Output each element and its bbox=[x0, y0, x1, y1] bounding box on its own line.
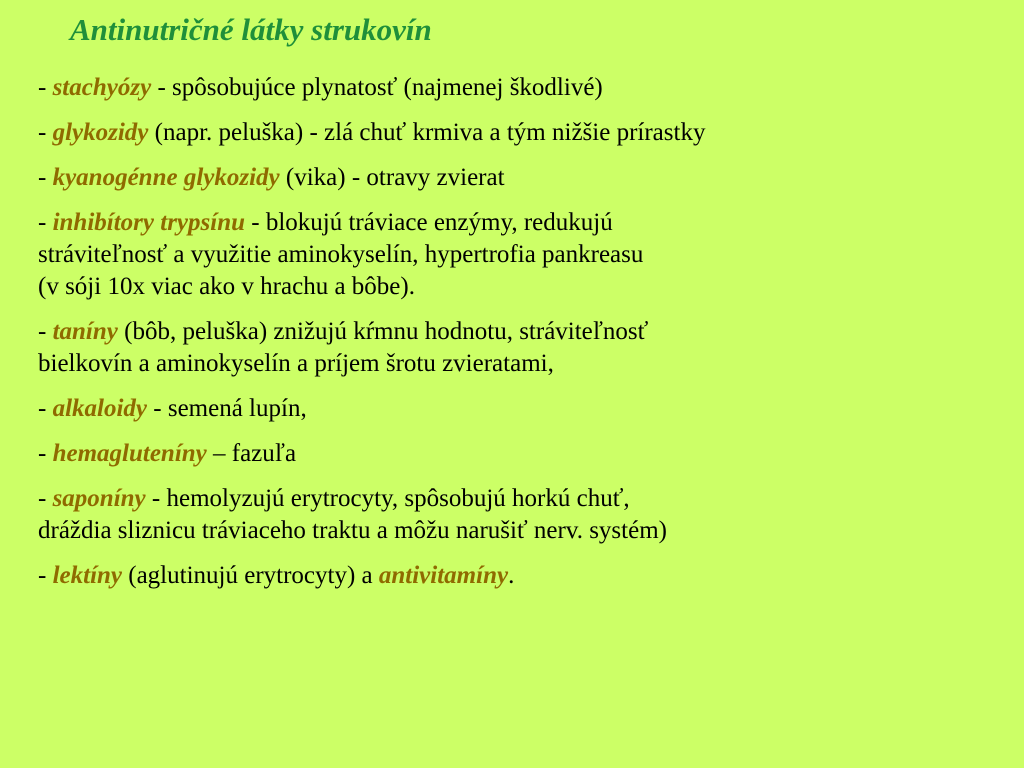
term: kyanogénne glykozidy bbox=[52, 164, 280, 191]
continuation-line: bielkovín a aminokyselín a príjem šrotu zvieratami, bbox=[38, 350, 554, 377]
list-item-stachyozy: - stachyózy - spôsobujúce plynatosť (najmenej škodlivé) bbox=[38, 74, 603, 101]
term: taníny bbox=[52, 318, 118, 345]
continuation-line: stráviteľnosť a využitie aminokyselín, hypertrofia pankreasu bbox=[38, 241, 644, 268]
continuation-line: (v sóji 10x viac ako v hrachu a bôbe). bbox=[38, 273, 415, 300]
continuation-line: dráždia sliznicu tráviaceho traktu a môžu narušiť nerv. systém) bbox=[38, 517, 667, 544]
list-item-lektiny: - lektíny (aglutinujú erytrocyty) a antivitamíny. bbox=[38, 562, 515, 589]
slide-title: Antinutričné látky strukovín bbox=[70, 12, 432, 47]
list-item-kyanogenne-glykozidy: - kyanogénne glykozidy (vika) - otravy zvierat bbox=[38, 164, 505, 191]
list-item-taniny: - taníny (bôb, peluška) znižujú kŕmnu hodnotu, stráviteľnosť bielkovín a aminokyselín a príjem šrotu zvieratami, bbox=[38, 318, 649, 377]
term: saponíny bbox=[52, 485, 146, 512]
term: stachyózy bbox=[52, 74, 152, 101]
term: lektíny bbox=[52, 562, 123, 589]
antinutrient-list bbox=[38, 72, 998, 605]
list-item-inhibitory-trypsinu: - inhibítory trypsínu - blokujú tráviace enzýmy, redukujú stráviteľnosť a využitie aminokyselín, hypertrofia pankreasu (v sóji 10x viac ako v hrachu a bôbe). bbox=[38, 209, 644, 300]
list-item-glykozidy: - glykozidy (napr. peluška) - zlá chuť krmiva a tým nižšie prírastky bbox=[38, 119, 706, 146]
term: alkaloidy bbox=[52, 395, 148, 422]
term: antivitamíny bbox=[378, 562, 509, 589]
term: inhibítory trypsínu bbox=[52, 209, 245, 236]
list-item-alkaloidy: - alkaloidy - semená lupín, bbox=[38, 395, 307, 422]
list-item-hemagluteniny: - hemagluteníny – fazuľa bbox=[38, 440, 297, 467]
term: hemagluteníny bbox=[52, 440, 207, 467]
term: glykozidy bbox=[52, 119, 149, 146]
list-item-saponiny: - saponíny - hemolyzujú erytrocyty, spôsobujú horkú chuť, dráždia sliznicu tráviaceho traktu a môžu narušiť nerv. systém) bbox=[38, 485, 667, 544]
